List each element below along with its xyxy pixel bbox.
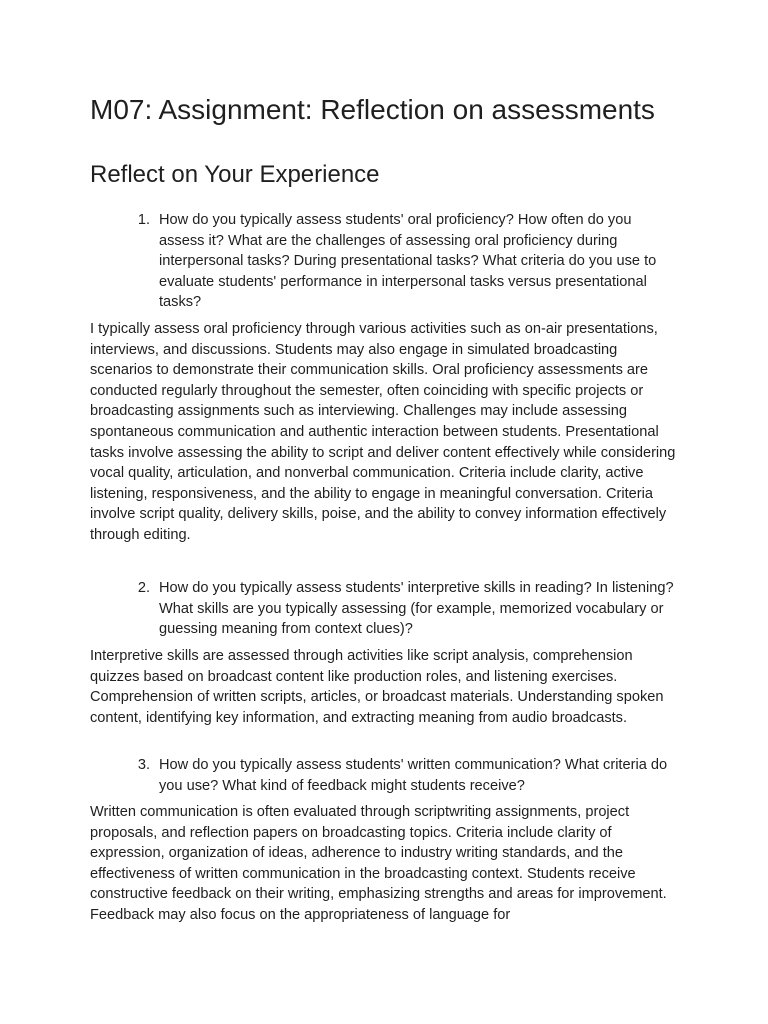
question-text: How do you typically assess students' written communication? What criteria do you use? What kind of feedback might students receive? [159, 757, 668, 794]
page-title: M07: Assignment: Reflection on assessments [90, 94, 655, 125]
answer-1: I typically assess oral proficiency through various activities such as on-air presentations, interviews, and discussions. Students may also engage in simulated broadcasting scenarios to demonstrate their communication skills. Oral proficiency assessments are conducted regularly throughout the semester, often coinciding with specific projects or broadcasting assignments such as interviewing. Challenges may include assessing spontaneous communication and authentic interaction between students. Presentational tasks involve assessing the ability to script and deliver content effectively while considering vocal quality, articulation, and nonverbal communication. Criteria include clarity, active listening, responsiveness, and the ability to engage in meaningful conversation. Criteria involve script quality, delivery skills, poise, and the ability to convey information effectively through editing. [90, 321, 676, 543]
question-number: 1. [137, 212, 150, 228]
question-1 [118, 210, 678, 313]
answer-3: Written communication is often evaluated through scriptwriting assignments, project proposals, and reflection papers on broadcasting topics. Criteria include clarity of expression, organization of ideas, adherence to industry writing standards, and the effectiveness of written communication in the broadcasting context. Students receive constructive feedback on their writing, emphasizing strengths and areas for improvement. Feedback may also focus on the appropriateness of language for [90, 804, 667, 923]
question-text: How do you typically assess students' oral proficiency? How often do you assess it? What are the challenges of assessing oral proficiency during interpersonal tasks? During presentational tasks? What criteria do you use to evaluate students' performance in interpersonal tasks versus presentational tasks? [159, 212, 657, 311]
question-number: 3. [137, 757, 150, 773]
question-2 [118, 578, 678, 640]
section-heading: Reflect on Your Experience [90, 161, 380, 188]
question-number: 2. [137, 580, 150, 596]
answer-2: Interpretive skills are assessed through activities like script analysis, comprehension quizzes based on broadcast content like production roles, and listening exercises. Comprehension of written scripts, articles, or broadcast materials. Understanding spoken content, identifying key information, and extracting meaning from audio broadcasts. [90, 648, 664, 726]
question-3 [118, 755, 678, 796]
question-text: How do you typically assess students' interpretive skills in reading? In listening? What skills are you typically assessing (for example, memorized vocabulary or guessing meaning from context clues)? [159, 580, 674, 638]
